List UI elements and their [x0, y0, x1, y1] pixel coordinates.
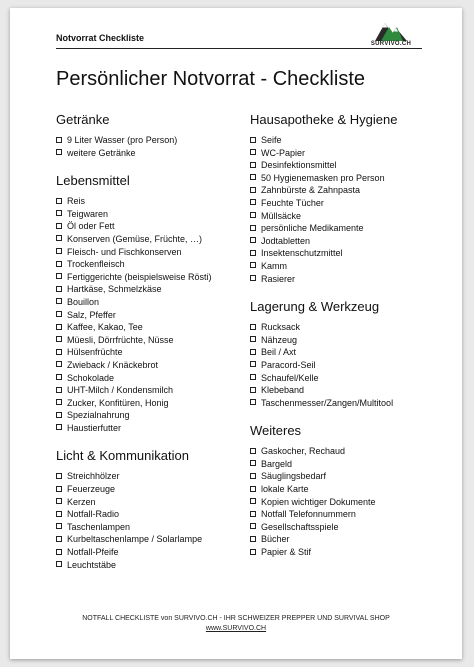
checklist-item-label: lokale Karte: [261, 484, 309, 495]
checklist-item-label: Feuchte Tücher: [261, 197, 324, 208]
checklist-item: [250, 508, 450, 521]
checklist-item-label: Trockenfleisch: [67, 259, 125, 270]
checkbox[interactable]: [56, 536, 62, 542]
checkbox[interactable]: [250, 536, 256, 542]
checklist-item: [56, 409, 246, 422]
checklist-item-label: Fleisch- und Fischkonserven: [67, 246, 182, 257]
checkbox[interactable]: [250, 250, 256, 256]
checkbox[interactable]: [56, 223, 62, 229]
checklist-item-label: Bücher: [261, 534, 290, 545]
checklist-item-label: Seife: [261, 135, 282, 145]
checklist-item-label: UHT-Milch / Kondensmilch: [67, 385, 174, 396]
checklist-item: [250, 521, 450, 534]
checklist-item: [250, 470, 450, 483]
checkbox[interactable]: [250, 349, 256, 355]
checkbox[interactable]: [56, 198, 62, 204]
checklist-item: [56, 334, 246, 347]
checkbox[interactable]: [56, 324, 62, 330]
checklist-item-label: Gaskocher, Rechaud: [261, 446, 346, 457]
checklist-item: [56, 508, 246, 521]
checklist-item-label: WC-Papier: [261, 147, 306, 158]
checklist-item: [56, 147, 246, 160]
section-title: Getränke: [56, 112, 110, 127]
checkbox[interactable]: [56, 473, 62, 479]
checklist-item: [56, 134, 246, 147]
checklist-item-label: Spezialnahrung: [67, 410, 130, 421]
checklist-item-label: Feuerzeuge: [67, 484, 116, 495]
checklist-item: [250, 346, 450, 359]
checkbox[interactable]: [250, 549, 256, 555]
checklist: [56, 195, 246, 434]
checkbox[interactable]: [56, 273, 62, 279]
checklist-item-label: Papier & Stif: [261, 547, 312, 558]
footer: [10, 614, 462, 634]
checklist-item: [56, 559, 246, 572]
checklist-item-label: Leuchtstäbe: [67, 559, 117, 570]
checklist-item: [56, 470, 246, 483]
logo-text: SURVIVO.CH: [370, 41, 412, 47]
checklist-item-label: Taschenlampen: [67, 521, 131, 532]
checkbox[interactable]: [250, 374, 256, 380]
page-title: Persönlicher Notvorrat - Checkliste: [56, 68, 365, 90]
checklist: [250, 134, 450, 285]
checklist-item-label: Rasierer: [261, 273, 296, 284]
checklist-item-label: 9 Liter Wasser (pro Person): [67, 135, 178, 145]
checkbox[interactable]: [56, 361, 62, 367]
checkbox[interactable]: [56, 210, 62, 216]
checklist-item: [250, 134, 450, 147]
checklist-item-label: Klebeband: [261, 385, 305, 396]
checklist-item: [250, 210, 450, 223]
checklist-item: [56, 208, 246, 221]
checklist-item-label: Öl oder Fett: [67, 221, 115, 232]
checklist-item-label: Reis: [67, 196, 86, 207]
checklist-item: [250, 458, 450, 471]
checklist-item: [56, 246, 246, 259]
checkbox[interactable]: [250, 473, 256, 479]
checklist-item-label: Müesli, Dörrfrüchte, Nüsse: [67, 334, 174, 345]
checklist-item: [250, 235, 450, 248]
checklist-item-label: Zwieback / Knäckebrot: [67, 359, 159, 370]
checklist-item-label: Zucker, Konfitüren, Honig: [67, 397, 169, 408]
checklist-item: [56, 296, 246, 309]
section-title: Hausapotheke & Hygiene: [250, 112, 398, 127]
checklist-item-label: Konserven (Gemüse, Früchte, …): [67, 233, 203, 244]
checklist-item: [56, 233, 246, 246]
section-lagerung-werkzeug: [250, 299, 450, 409]
checklist-item-label: Bouillon: [67, 296, 100, 307]
checklist-page: [10, 8, 462, 659]
checklist-item: [250, 496, 450, 509]
checklist-item: [250, 321, 450, 334]
checkbox[interactable]: [250, 237, 256, 243]
checkbox[interactable]: [250, 460, 256, 466]
checkbox[interactable]: [250, 324, 256, 330]
checklist-item-label: Schaufel/Kelle: [261, 372, 319, 383]
checklist-item: [250, 247, 450, 260]
checklist-item: [250, 273, 450, 286]
checklist-item-label: Nähzeug: [261, 334, 298, 345]
checklist-item: [250, 260, 450, 273]
checklist: [56, 470, 246, 571]
checklist-item: [56, 321, 246, 334]
left-column: [56, 112, 246, 585]
checklist-item: [56, 346, 246, 359]
checklist-item-label: Rucksack: [261, 322, 301, 333]
checklist-item: [56, 533, 246, 546]
section-weiteres: [250, 423, 450, 558]
checklist-item: [56, 483, 246, 496]
checkbox[interactable]: [250, 511, 256, 517]
checklist-item: [56, 397, 246, 410]
checkbox[interactable]: [56, 374, 62, 380]
section-hausapotheke-hygiene: [250, 112, 450, 285]
checklist-item-label: Notfall-Radio: [67, 509, 120, 520]
checklist-item-label: Beil / Axt: [261, 347, 297, 358]
checklist-item: [250, 197, 450, 210]
checklist-item: [56, 258, 246, 271]
checklist-item: [56, 271, 246, 284]
checklist-item: [56, 422, 246, 435]
checkbox[interactable]: [56, 486, 62, 492]
section-title: Lebensmittel: [56, 173, 130, 189]
checkbox[interactable]: [56, 349, 62, 355]
checklist-item-label: Kamm: [261, 260, 288, 271]
checklist-item: [250, 372, 450, 385]
checkbox[interactable]: [250, 174, 256, 180]
checklist-item: [250, 397, 450, 410]
checkbox[interactable]: [250, 187, 256, 193]
mountain-logo-icon: [374, 18, 408, 42]
checklist-item: [56, 496, 246, 509]
footer-link[interactable]: www.SURVIVO.CH: [205, 625, 267, 632]
checklist-item-label: Kaffee, Kakao, Tee: [67, 322, 143, 333]
checklist-item-label: Insektenschutzmittel: [261, 248, 343, 259]
checkbox[interactable]: [56, 523, 62, 529]
checklist-item-label: 50 Hygienemasken pro Person: [261, 172, 385, 183]
checklist-item: [250, 172, 450, 185]
checklist-item: [250, 445, 450, 458]
checklist-item: [56, 220, 246, 233]
footer-text: NOTFALL CHECKLISTE von SURVIVO.CH - IHR SCHWEIZER PREPPER UND SURVIVAL SHOP: [82, 615, 390, 622]
section-title: Weiteres: [250, 423, 302, 439]
checkbox[interactable]: [250, 336, 256, 342]
checkbox[interactable]: [56, 511, 62, 517]
checklist-item: [250, 147, 450, 160]
checkbox[interactable]: [250, 199, 256, 205]
checklist-item-label: Müllsäcke: [261, 210, 302, 221]
checkbox[interactable]: [250, 137, 256, 143]
checklist-item-label: Zahnbürste & Zahnpasta: [261, 185, 361, 196]
checkbox[interactable]: [56, 336, 62, 342]
checklist-item: [250, 384, 450, 397]
checklist: [250, 445, 450, 558]
checkbox[interactable]: [56, 311, 62, 317]
checkbox[interactable]: [56, 248, 62, 254]
section-title: Lagerung & Werkzeug: [250, 299, 380, 315]
checklist-item: [56, 359, 246, 372]
checklist-item: [56, 372, 246, 385]
right-column: [250, 112, 450, 573]
checklist-item: [250, 222, 450, 235]
checkbox[interactable]: [56, 298, 62, 304]
checkbox[interactable]: [56, 235, 62, 241]
checklist-item: [250, 483, 450, 496]
checklist-item: [56, 521, 246, 534]
checkbox[interactable]: [250, 262, 256, 268]
checklist-item-label: Desinfektionsmittel: [261, 160, 337, 171]
checklist-item-label: Haustierfutter: [67, 422, 122, 433]
checklist-item-label: Kurbeltaschenlampe / Solarlampe: [67, 534, 203, 545]
checklist-item: [250, 546, 450, 559]
checklist-item: [56, 384, 246, 397]
checklist-item-label: Säuglingsbedarf: [261, 471, 327, 482]
checklist-item-label: Streichhölzer: [67, 471, 120, 482]
checklist-item-label: persönliche Medikamente: [261, 223, 364, 234]
checklist-item-label: Hartkäse, Schmelzkäse: [67, 284, 162, 295]
checkbox[interactable]: [250, 149, 256, 155]
checkbox[interactable]: [250, 275, 256, 281]
checklist-item-label: Paracord-Seil: [261, 359, 316, 370]
checklist-item-label: Schokolade: [67, 372, 115, 383]
checkbox[interactable]: [250, 225, 256, 231]
checkbox[interactable]: [56, 549, 62, 555]
checklist-item: [250, 359, 450, 372]
checkbox[interactable]: [56, 149, 62, 155]
checkbox[interactable]: [250, 387, 256, 393]
checklist: [56, 134, 246, 159]
checklist-item-label: Notfall-Pfeife: [67, 547, 119, 558]
checkbox[interactable]: [56, 261, 62, 267]
checkbox[interactable]: [250, 448, 256, 454]
checklist-item-label: Bargeld: [261, 458, 293, 469]
checkbox[interactable]: [56, 412, 62, 418]
checkbox[interactable]: [56, 399, 62, 405]
checklist-item-label: Kopien wichtiger Dokumente: [261, 496, 376, 507]
checklist-item: [250, 184, 450, 197]
checklist-item: [56, 309, 246, 322]
checklist-item-label: Hülsenfrüchte: [67, 347, 123, 358]
checklist-item-label: Kerzen: [67, 496, 96, 507]
checklist-item: [56, 195, 246, 208]
checkbox[interactable]: [56, 561, 62, 567]
section-title: Licht & Kommunikation: [56, 448, 189, 464]
header-divider: [56, 48, 422, 49]
checkbox[interactable]: [56, 137, 62, 143]
checkbox[interactable]: [250, 212, 256, 218]
checklist-item: [56, 546, 246, 559]
section-getranke: [56, 112, 246, 159]
checkbox[interactable]: [250, 162, 256, 168]
checkbox[interactable]: [56, 424, 62, 430]
checklist-item: [250, 159, 450, 172]
checkbox[interactable]: [250, 399, 256, 405]
checkbox[interactable]: [250, 498, 256, 504]
checklist-item: [250, 334, 450, 347]
checklist-item-label: Teigwaren: [67, 208, 109, 219]
checklist-item-label: weitere Getränke: [67, 147, 136, 158]
checklist-item-label: Fertiggerichte (beispielsweise Rösti): [67, 271, 212, 282]
checkbox[interactable]: [250, 361, 256, 367]
checklist-item: [56, 283, 246, 296]
header-title: Notvorrat Checkliste: [56, 33, 145, 43]
section-licht-kommunikation: [56, 448, 246, 571]
checklist: [250, 321, 450, 409]
checklist-item: [250, 533, 450, 546]
checklist-item-label: Taschenmesser/Zangen/Multitool: [261, 397, 394, 408]
checklist-item-label: Jodtabletten: [261, 235, 311, 246]
section-lebensmittel: [56, 173, 246, 434]
checkbox[interactable]: [250, 486, 256, 492]
checkbox[interactable]: [56, 498, 62, 504]
checklist-item-label: Gesellschaftsspiele: [261, 521, 339, 532]
checkbox[interactable]: [56, 286, 62, 292]
checkbox[interactable]: [250, 523, 256, 529]
checklist-item-label: Salz, Pfeffer: [67, 309, 116, 320]
checklist-item-label: Notfall Telefonnummern: [261, 509, 356, 520]
checkbox[interactable]: [56, 387, 62, 393]
